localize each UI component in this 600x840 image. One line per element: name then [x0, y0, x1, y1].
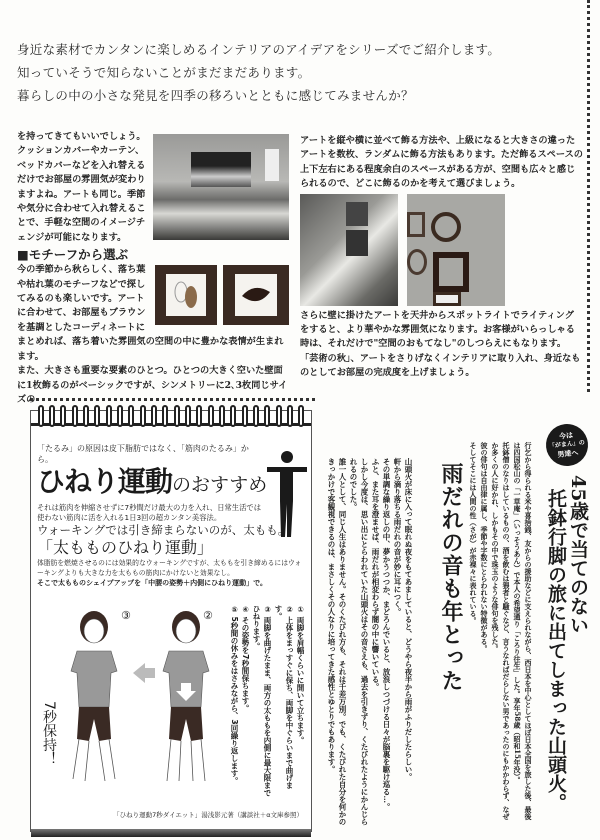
size-text: また、大きさも重要な要素のひとつ。ひとつの大きく空いた壁面に1枚飾るのがベーシックですが、シンメトリーに2､3枚同じサイズの [17, 365, 288, 405]
bio-paragraph: 行乞から得られる米や喜捨銭、友からの援助などに支えられながら、西日本を中心としてほぼ日本全国を旅した後、最後は四国松山の「一草庵」（いっそうあん）で本人の希望通り「ころり往生」した。享年58歳（昭和15年没）。 [513, 442, 533, 820]
essay-paragraph: その単調な繰り返しの中、夢かうつつか、まどろんでいると、放浪しつづける日々が脳裏を駆け巡る…。 [382, 458, 391, 811]
exercise-steps [229, 605, 306, 799]
santoka-title [545, 475, 589, 815]
spiral-binding [31, 405, 311, 431]
exercise-desc: それは筋肉を伸縮させずに7秒間だけ最大の力を入れ、日常生活では使わない筋肉に活を入れる1日3回の超カンタン美容法。 [37, 503, 261, 522]
leaf-icon [238, 280, 274, 310]
essay-paragraph: しかし今度は、思い出にとらわれていた山頭火はその音さえも、過去を引きずり、くたびれたようにかんじられるのでした。 [349, 458, 369, 826]
essay-closing: 誰一人として、同じ人生はありません。そのくたびれ方も、それは千差万別。でも、くたびれた自分を何かのきっかけで客観視できるのは、まさしくその人なりに培ってきた感性とゆとりでもあります。 [327, 458, 347, 826]
interior-photo-row [300, 194, 583, 306]
step-item: ⑤ 5秒間の休みをはさみながら、3回繰り返します。 [230, 605, 239, 785]
interior-text-4: 「芸術の秋」、アートをさりげなくインテリアに取り入れ、身近なものとしてお部屋の完成度を上げましょう。 [300, 352, 581, 379]
badge-line: 男達へ [556, 447, 579, 460]
intro [17, 38, 577, 107]
step-item: ③ 両脚を曲げたまま、両方の太ももを内側に最大限までひねります。 [252, 605, 272, 797]
interior-text-1: を持ってきてもいいでしょう。クッションカバーやカーテン、ベッドカバーなどを入れ替えるだけでお部屋の雰囲気が変わりますよね。アートも同じ。季節や気分に合わせて入れ替えることで、手軽な空間のイメージチェンジが可能になります。 [17, 131, 146, 243]
calendar-bottom-bar [31, 829, 311, 837]
figure-step2-label: ② [203, 609, 213, 622]
motif-text-continued: コーディネートにまとめれば、落ち着いた雰囲気の空間の中に豊かな表情が生まれます。 [17, 321, 284, 362]
essay-title: 雨だれの音も年とった [438, 462, 464, 692]
bedroom-photo [153, 134, 289, 240]
bio-paragraph: そしてそこには人間の性（さが）が赤裸々に表れている。 [469, 442, 478, 624]
santoka-title-line: 45歳で当てのない [567, 475, 589, 635]
essay-paragraph: 山頭火が床に入って眠れぬ夜をもてあましていると、どうやら夜半から雨がふりだしたらしい。 [404, 458, 413, 781]
vertical-dotted-divider [587, 0, 590, 392]
intro-line: 知っていそうで知らないことがまだまだあります。 [17, 65, 311, 80]
exercise-title [37, 465, 307, 503]
bio-paragraph: 彼の俳句は自由律に属し、季節や字数にとらわれない特徴がある。 [480, 442, 489, 652]
hold-7-seconds-label: 7秒保持！ [41, 701, 57, 766]
step-item: ① 両脚を肩幅くらいに開いて立ちます。 [296, 605, 305, 745]
motif-heading: ■モチーフから選ぶ [17, 247, 129, 263]
santoka-title-line: 托鉢行脚の旅に出てしまった山頭火。 [545, 489, 567, 812]
exercise-title-rest: のおすすめ [172, 474, 268, 496]
santoka-badge [544, 422, 590, 468]
frames-wall-photo [407, 194, 505, 306]
interior-text-2: アートを縦や横に並べて飾る方法や、上級になると大きさの違ったアートを数枚、ランダムに飾る方法もあります。ただ飾るスペースの上下左右にある程度余白のスペースがある方が、空間も広々と感じられるので、どこに飾るのかを考えて選びましょう。 [300, 135, 583, 190]
exercise-source: 「ひねり運動7秒ダイエット」湯浅影元著（講談社＋α文庫参照） [113, 811, 303, 819]
intro-line: 暮らしの中の小さな発見を四季の移ろいとともに感じてみませんか？ [17, 88, 414, 103]
woman-figure-step2-icon [151, 609, 221, 789]
figure-step3-label: ③ [121, 609, 131, 622]
exercise-sub1: ウォーキングでは引き締まらないのが、太もも。 [37, 523, 290, 537]
leaf-art-frame [155, 265, 217, 325]
exercise-sub2: 「太もものひねり運動」 [37, 538, 214, 557]
step-item: ② 上体をまっすぐに保ち、両脚を中ぐらいまで曲げます。 [274, 605, 294, 790]
leaf-icon [169, 278, 203, 312]
step-item: ④ その姿勢を7秒間保ちます。 [241, 605, 250, 712]
essay-text [320, 458, 414, 830]
exercise-calendar-panel [30, 410, 312, 832]
interior-text-3: さらに壁に掛けたアートを天井からスポットライトでライティングをすると、より華やかな雰囲気になります。お客様がいらっしゃる時は、それだけで"空間のおもてなし"のしつらえにもなります。 [300, 309, 575, 350]
woman-figure-step3-icon [59, 609, 129, 789]
exercise-body-bold: そこで太もものシェイプアップを「中腰の姿勢＋内側にひねり運動」で。 [37, 579, 268, 587]
exercise-lead: 「たるみ」の原因は皮下脂肪ではなく、「筋肉のたるみ」から。 [37, 444, 249, 464]
interior-left-column [17, 130, 289, 407]
bio-paragraph: 托鉢僧のなりはしているものの、酒を飲むは猥者と騒ぐなど、言うなればだらしない男であったのにもかかわらず、なぜか多くの人に好かれ、しかもその中で珠玉のような俳句を残した。 [491, 442, 511, 820]
exercise-title-main: ひねり運動 [37, 465, 173, 498]
intro-line: 身近な素材でカンタンに楽しめるインテリアのアイデアをシリーズでご紹介します。 [17, 42, 501, 57]
motif-text: 今の季節から秋らしく、落ち葉や枯れ葉のモチーフなどで探してみるのも楽しいです。アートに合わせて、お部屋もブラウンを基調とした [17, 264, 146, 333]
interior-right-column [300, 134, 583, 381]
badge-line: 「がまん」の [548, 439, 586, 450]
essay-paragraph: ふと、また耳を澄ませば、雨だれが相変わらず闇の中に響いている。 [371, 458, 380, 691]
santoka-bio [468, 442, 534, 822]
spotlight-room-photo [300, 194, 398, 306]
exercise-text-block [37, 443, 307, 588]
badge-line: 今は [558, 430, 574, 441]
leaf-art-frame [223, 265, 289, 325]
exercise-body: 体脂肪を燃焼させるのには効果的なウォーキングですが、太ももを引き締めるにはウォーキングよりも大きな力を太ももの筋肉にかけないと効果なし。 [37, 559, 302, 577]
essay-paragraph: 軒から滴り落ちる雨だれの音が妙に耳につく。 [393, 458, 402, 616]
leaf-art-group [155, 265, 289, 325]
